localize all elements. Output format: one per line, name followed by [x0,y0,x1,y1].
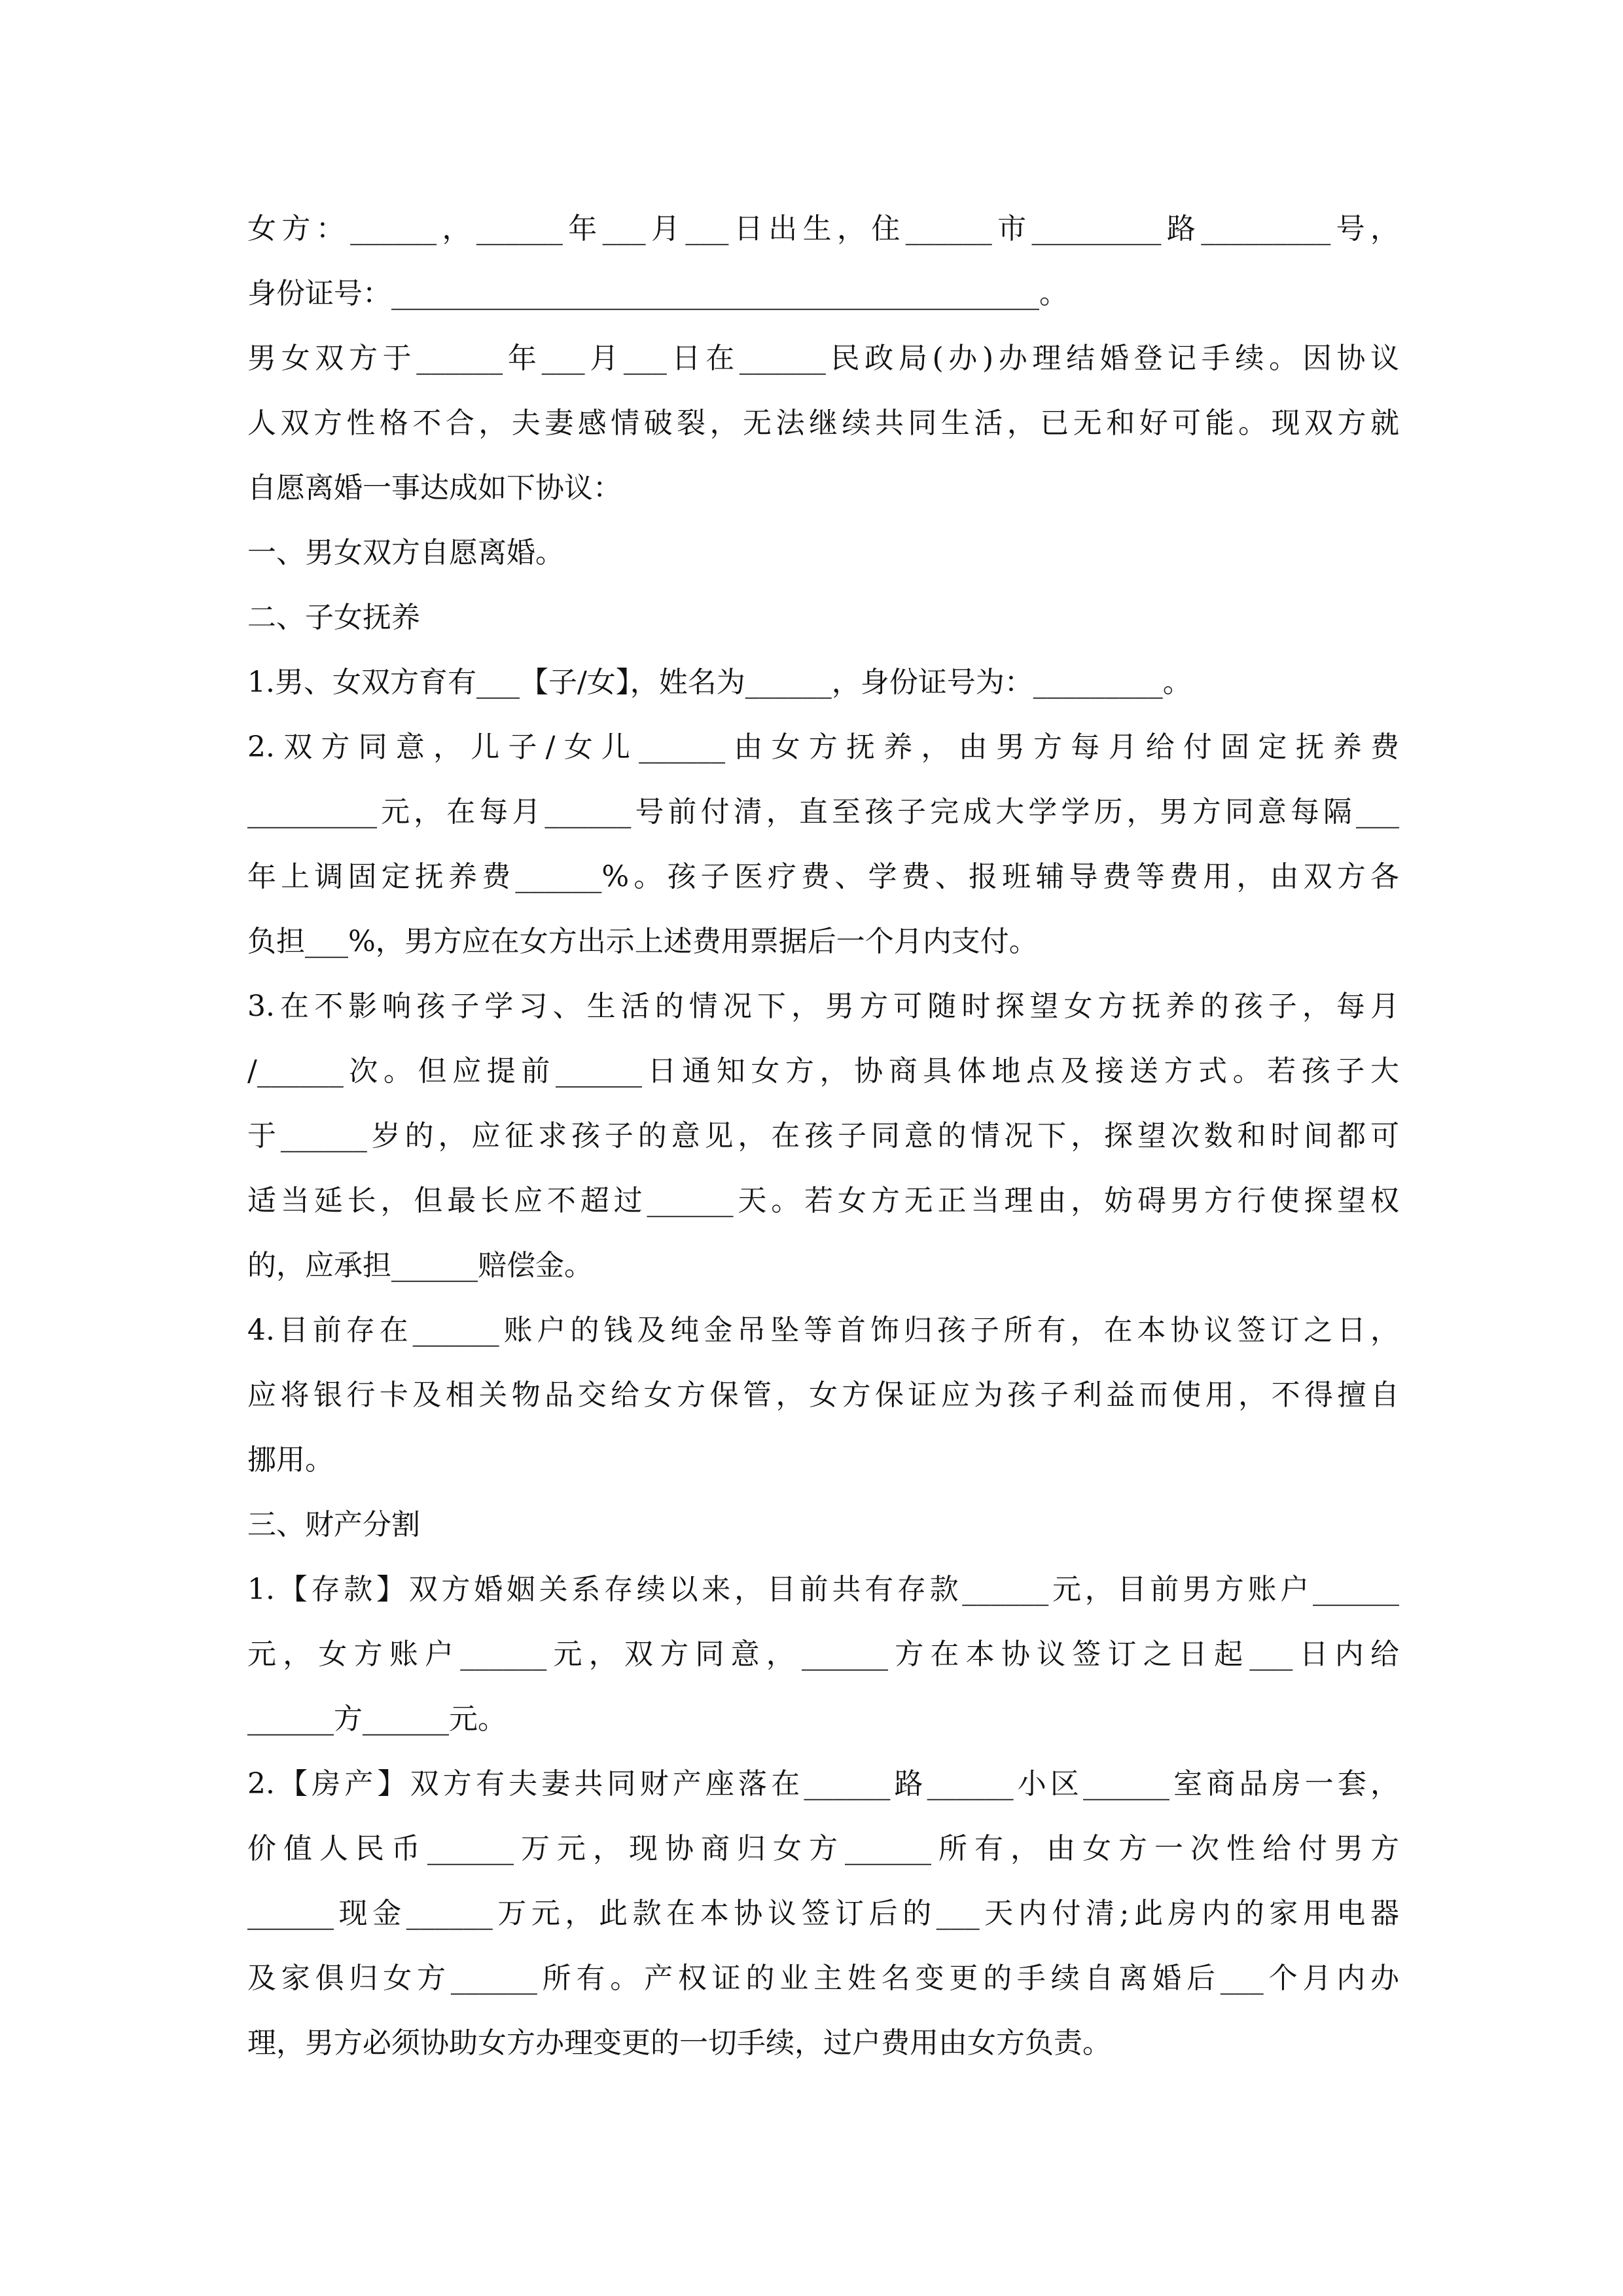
child-assets-line-3: 挪用。 [247,1443,334,1477]
female-party-line: 女方：______，______年___月___日出生，住______市_________路_________号， [247,212,1399,245]
section-2-heading: 二、子女抚养 [247,601,420,634]
custody-line-2: _________元，在每月______号前付清，直至孩子完成大学学历，男方同意每隔___ [247,795,1399,829]
property-line-1: 2.【房产】双方有夫妻共同财产座落在______路______小区______室商品房一套， [247,1767,1399,1801]
divorce-reason-line: 人双方性格不合，夫妻感情破裂，无法继续共同生活，已无和好可能。现双方就 [247,406,1399,440]
agreement-intro-line: 自愿离婚一事达成如下协议： [247,471,622,505]
section-3-heading: 三、财产分割 [247,1508,420,1541]
child-assets-line-2: 应将银行卡及相关物品交给女方保管，女方保证应为孩子利益而使用，不得擅自 [247,1378,1399,1412]
marriage-registration-line: 男女双方于______年___月___日在______民政局(办)办理结婚登记手续。因协议 [247,342,1399,375]
section-1-heading: 一、男女双方自愿离婚。 [247,536,564,569]
document-page [247,196,1399,2075]
visitation-line-5: 的，应承担______赔偿金。 [247,1249,593,1282]
property-line-3: ______现金______万元，此款在本协议签订后的___天内付清;此房内的家用电器 [247,1897,1399,1930]
child-info-line: 1.男、女双方育有___【子/女】，姓名为______，身份证号为：_________。 [247,666,1192,699]
custody-line-3: 年上调固定抚养费______%。孩子医疗费、学费、报班辅导费等费用，由双方各 [247,860,1399,893]
savings-line-2: 元，女方账户______元，双方同意，______方在本协议签订之日起___日内给 [247,1638,1399,1671]
savings-line-1: 1.【存款】双方婚姻关系存续以来，目前共有存款______元，目前男方账户______ [247,1573,1399,1606]
custody-line-1: 2.双方同意，儿子/女儿______由女方抚养，由男方每月给付固定抚养费 [247,730,1399,764]
property-line-2: 价值人民币______万元，现协商归女方______所有，由女方一次性给付男方 [247,1832,1399,1865]
property-line-5: 理，男方必须协助女方办理变更的一切手续，过户费用由女方负责。 [247,2026,1111,2060]
property-line-4: 及家俱归女方______所有。产权证的业主姓名变更的手续自离婚后___个月内办 [247,1962,1399,1995]
savings-line-3: ______方______元。 [247,1702,507,1736]
custody-line-4: 负担___%，男方应在女方出示上述费用票据后一个月内支付。 [247,925,1038,958]
child-assets-line-1: 4.目前存在______账户的钱及纯金吊坠等首饰归孩子所有，在本协议签订之日， [247,1314,1399,1347]
visitation-line-1: 3.在不影响孩子学习、生活的情况下，男方可随时探望女方抚养的孩子，每月 [247,990,1399,1023]
visitation-line-4: 适当延长，但最长应不超过______天。若女方无正当理由，妨碍男方行使探望权 [247,1184,1399,1217]
visitation-line-3: 于______岁的，应征求孩子的意见，在孩子同意的情况下，探望次数和时间都可 [247,1119,1399,1153]
female-id-number-line: 身份证号：_____________________________________________。 [247,277,1068,310]
visitation-line-2: /______次。但应提前______日通知女方，协商具体地点及接送方式。若孩子大 [247,1054,1399,1088]
